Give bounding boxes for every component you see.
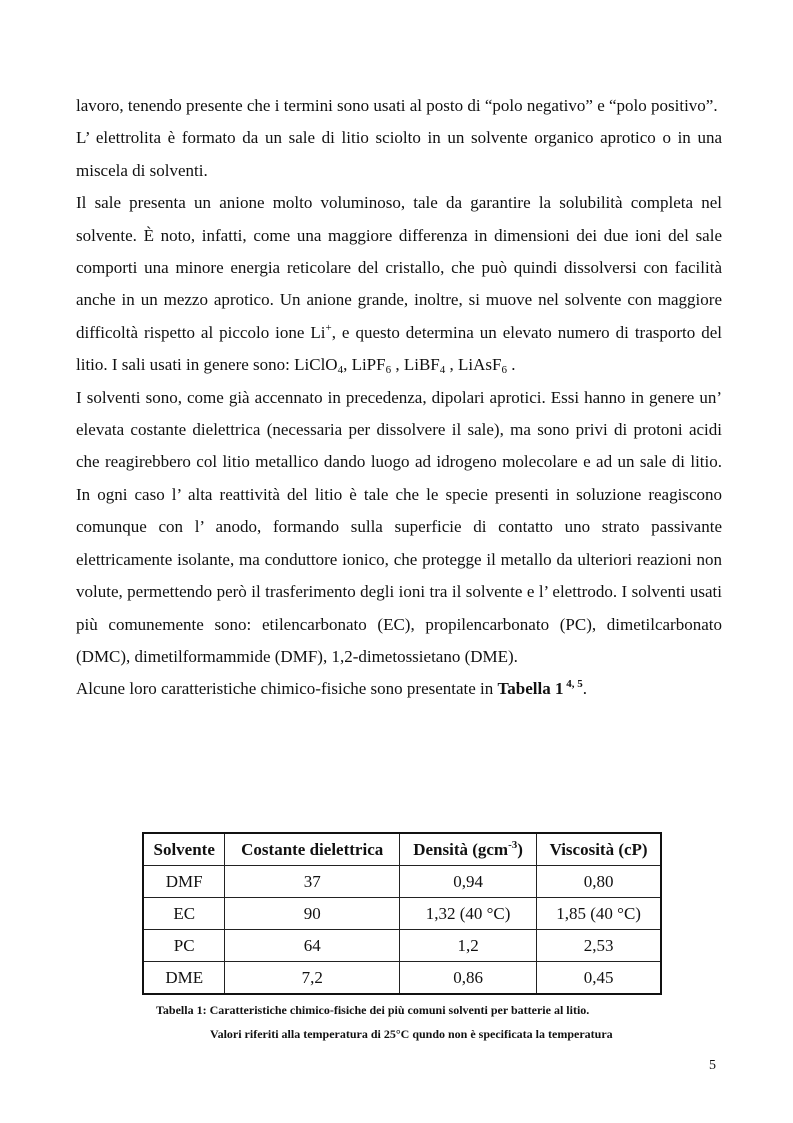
table-header-row [143, 833, 661, 866]
table-row [143, 898, 661, 930]
cell-viscosita: 0,80 [537, 866, 661, 898]
paragraph-3-text: Il sale presenta un anione molto voluminoso, tale da garantire la solubilità completa nel solvente. È noto, infatti, come una maggiore differenza in dimensioni dei due ioni del sale comporti una minore energia reticolare del cristallo, che può quindi dissolversi con facilità anche in un mezzo aprotico. Un anione grande, inoltre, si muove nel solvente con maggiore difficoltà rispetto al piccolo ione Li [76, 193, 722, 342]
cell-costante: 37 [225, 866, 400, 898]
table-caption-line-2: Valori riferiti alla temperatura di 25°C qundo non è specificata la temperatura [210, 1027, 613, 1041]
table-caption-line-1: Tabella 1: Caratteristiche chimico-fisiche dei più comuni solventi per batterie al litio. [156, 1003, 590, 1017]
cell-densita: 1,32 (40 °C) [399, 898, 536, 930]
formula-text: . [506, 355, 516, 375]
header-viscosita: Viscosità (cP) [537, 833, 661, 866]
formula-text: , LiBF [391, 355, 440, 375]
cell-viscosita: 0,45 [537, 962, 661, 995]
formula-subscript: 4 [439, 364, 446, 377]
cell-costante: 7,2 [225, 962, 400, 995]
table-row [143, 930, 661, 962]
paragraph-5 [76, 673, 722, 705]
cell-densita: 1,2 [399, 930, 536, 962]
header-densita-close: ) [517, 839, 523, 859]
cell-viscosita: 2,53 [537, 930, 661, 962]
table-row [143, 866, 661, 898]
citation-superscript: 4, 5 [563, 678, 583, 691]
cell-costante: 64 [225, 930, 400, 962]
formula-subscript: 6 [501, 364, 507, 377]
cell-densita: 0,86 [399, 962, 536, 995]
formula-text: , LiAsF [445, 355, 502, 375]
paragraph-3-text-2: , e questo determina un elevato numero di trasporto del litio. I sali usati in genere sono: LiClO [76, 322, 722, 375]
solvent-table [142, 832, 662, 995]
paragraph-3 [76, 187, 722, 381]
cell-costante: 90 [225, 898, 400, 930]
paragraph-1: lavoro, tenendo presente che i termini sono usati al posto di “polo negativo” e “polo positivo”. [76, 96, 718, 115]
body-text [76, 90, 722, 706]
paragraph-4: I solventi sono, come già accennato in precedenza, dipolari aprotici. Essi hanno in genere un’ elevata costante dielettrica (necessaria per dissolvere il sale), ma sono privi di protoni acidi che reagirebbero col litio metallico dando luogo ad idrogeno molecolare e ad un sale di litio. In ogni caso l’ alta reattività del litio è tale che le specie presenti in soluzione reagiscono comunque con l’ anodo, formando sulla superficie di contatto uno strato passivante elettricamente isolante, ma conduttore ionico, che protegge il metallo da ulteriori reazioni non volute, permettendo però il trasferimento degli ioni tra il solvente e l’ elettrodo. I solventi usati più comunemente sono: etilencarbonato (EC), propilencarbonato (PC), dimetilcarbonato (DMC), dimetilformammide (DMF), 1,2-dimetossietano (DME). [76, 387, 722, 666]
table-row [143, 962, 661, 995]
cell-viscosita: 1,85 (40 °C) [537, 898, 661, 930]
paragraph-5-end: . [582, 679, 588, 699]
paragraph-2: L’ elettrolita è formato da un sale di litio sciolto in un solvente organico aprotico o in una miscela di solventi. [76, 128, 722, 180]
table-reference: Tabella 1 [497, 679, 564, 699]
header-densita-sup: -3 [508, 838, 518, 851]
header-costante: Costante dielettrica [225, 833, 400, 866]
header-densita [399, 833, 536, 866]
formula-subscript: 4 [337, 364, 344, 377]
cell-solvente: PC [143, 930, 225, 962]
cell-solvente: DME [143, 962, 225, 995]
cell-densita: 0,94 [399, 866, 536, 898]
formula-subscript: 6 [385, 364, 392, 377]
formula-text: , LiPF [343, 355, 386, 375]
page-number: 5 [709, 1058, 716, 1073]
paragraph-5-text: Alcune loro caratteristiche chimico-fisiche sono presentate in [76, 679, 498, 699]
header-densita-text: Densità (gcm [413, 839, 509, 859]
header-solvente: Solvente [143, 833, 225, 866]
cell-solvente: EC [143, 898, 225, 930]
li-ion-charge: + [325, 321, 332, 334]
cell-solvente: DMF [143, 866, 225, 898]
